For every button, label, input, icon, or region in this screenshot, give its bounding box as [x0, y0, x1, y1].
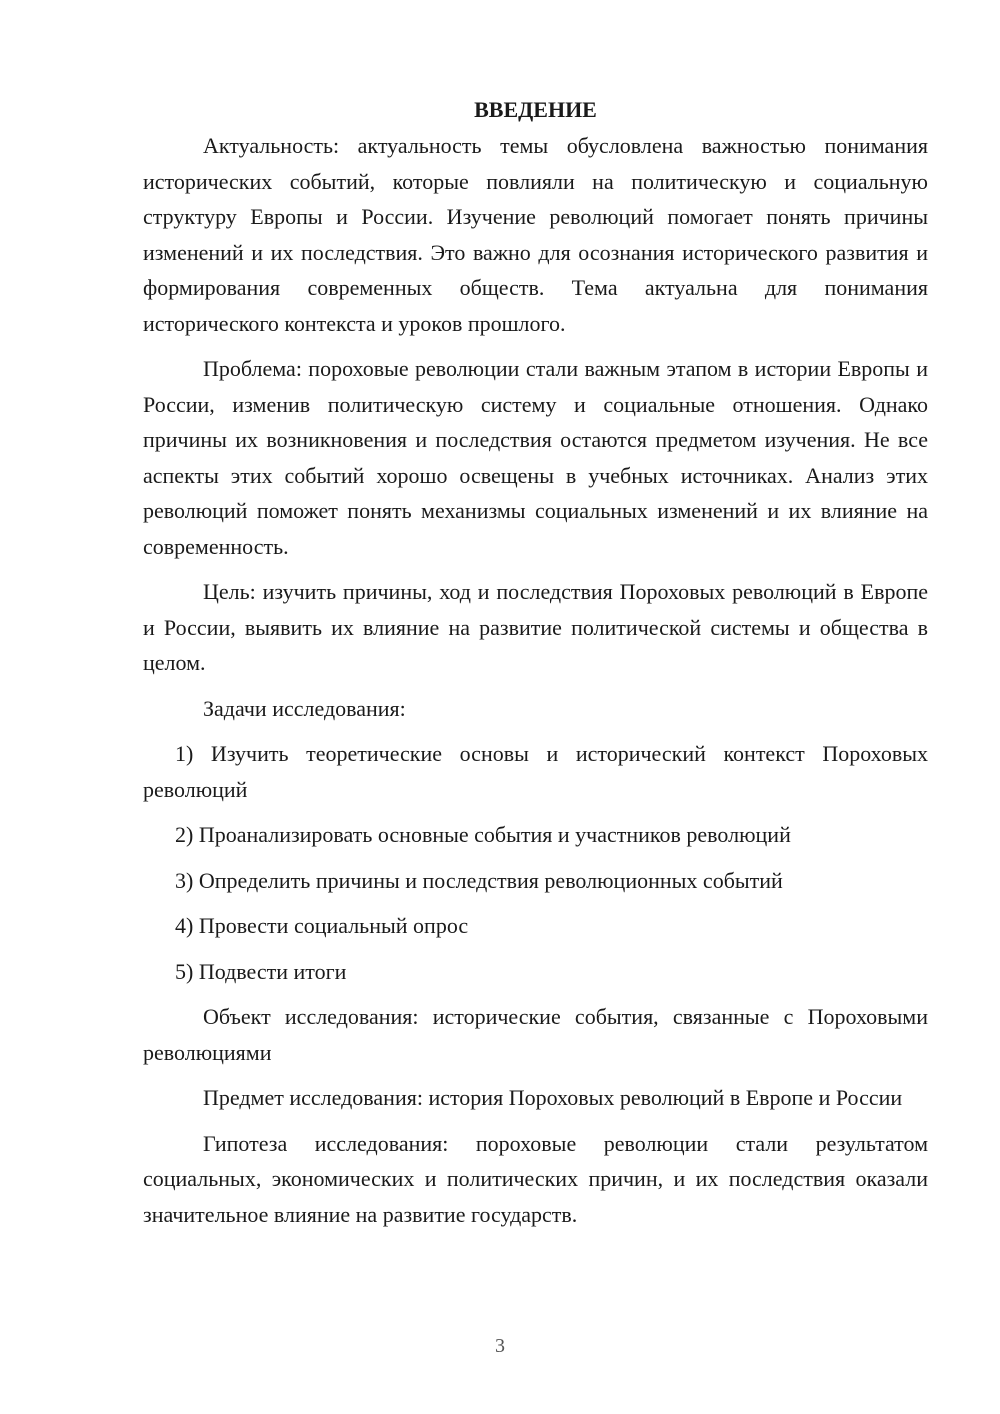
- paragraph-hypothesis: Гипотеза исследования: пороховые революции стали результатом социальных, экономических и политических причин, и их последствия оказали значительное влияние на развитие государств.: [143, 1130, 928, 1227]
- paragraph-subject: Предмет исследования: история Пороховых революций в Европе и России: [203, 1085, 903, 1110]
- list-item: 4) Провести социальный опрос: [175, 913, 469, 938]
- document-page: [143, 92, 928, 1232]
- list-item: 5) Подвести итоги: [175, 958, 347, 984]
- list-item: 2) Проанализировать основные события и участников революций: [175, 822, 791, 847]
- paragraph-goal: Цель: изучить причины, ход и последствия Пороховых революций в Европе и России, выявить их влияние на развитие политической системы и общества в целом.: [143, 579, 928, 675]
- list-item: 3) Определить причины и последствия революционных событий: [175, 867, 783, 893]
- paragraph-object: Объект исследования: исторические события, связанные с Пороховыми революциями: [143, 1004, 928, 1065]
- tasks-list: [143, 736, 928, 989]
- page-title: ВВЕДЕНИЕ: [474, 97, 597, 122]
- page-number: 3: [495, 1335, 505, 1357]
- list-item: 1) Изучить теоретические основы и исторический контекст Пороховых революций: [143, 741, 928, 802]
- tasks-heading: Задачи исследования:: [203, 695, 406, 721]
- paragraph-relevance: Актуальность: актуальность темы обусловлена важностью понимания исторических событий, которые повлияли на политическую и социальную структуру Европы и России. Изучение революций помогает понять причины изменений и их последствия. Это важно для осознания исторического развития и формирования современных обществ. Тема актуальна для понимания исторического контекста и уроков прошлого.: [143, 133, 928, 336]
- paragraph-problem: Проблема: пороховые революции стали важным этапом в истории Европы и России, изменив политическую систему и социальные отношения. Однако причины их возникновения и последствия остаются предметом изучения. Не все аспекты этих событий хорошо освещены в учебных источниках. Анализ этих революций поможет понять механизмы социальных изменений и их влияние на современность.: [143, 356, 928, 559]
